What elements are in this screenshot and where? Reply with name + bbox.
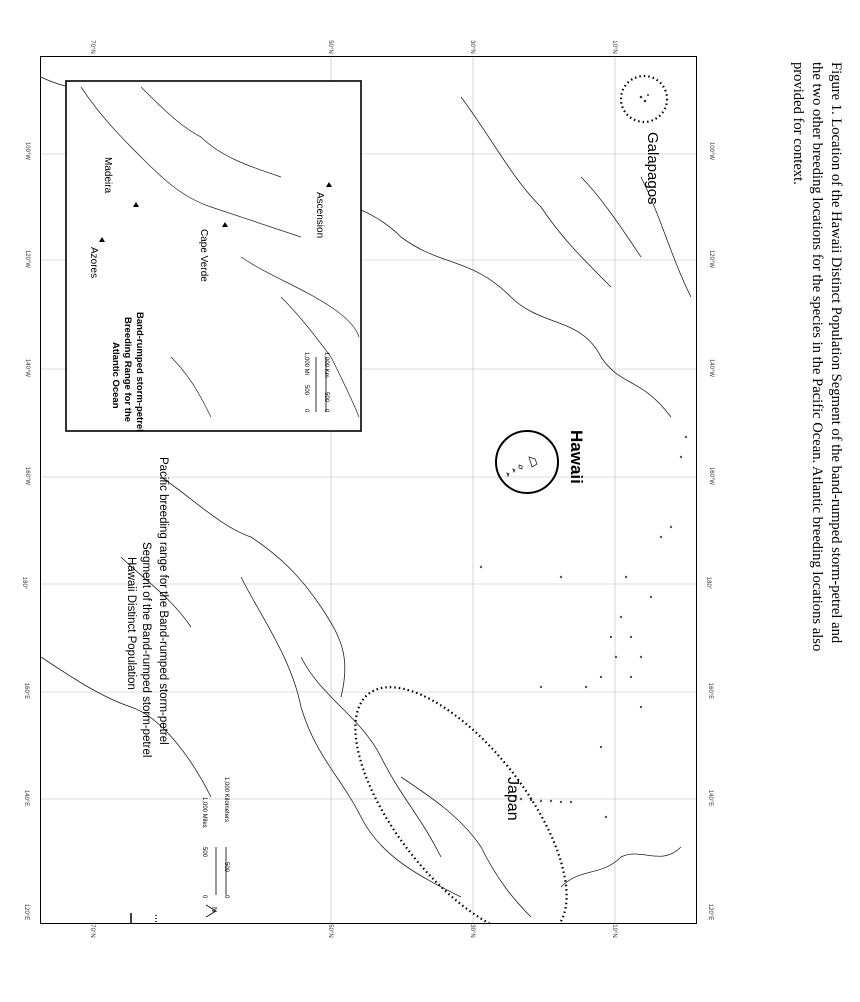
inset-scale-mi-0: 0 bbox=[303, 409, 309, 413]
inset-place-azores: Azores bbox=[88, 247, 99, 279]
legend-solid-line-label-2: Segment of the Band-rumped storm-petrel bbox=[140, 542, 152, 758]
hawaii-range-circle bbox=[496, 431, 558, 493]
caption-line-3: provided for context. bbox=[790, 62, 806, 185]
lon-tick-left: 100°W bbox=[24, 141, 31, 161]
inset-scale-mi-500: 500 bbox=[303, 385, 309, 396]
japan-label: Japan bbox=[504, 777, 521, 821]
legend-north-label: N bbox=[210, 907, 217, 913]
hawaii-label: Hawaii bbox=[567, 430, 586, 484]
lat-tick-top: 10°N bbox=[611, 40, 617, 54]
hawaii-islands bbox=[507, 457, 537, 476]
caption-line-1: Figure 1. Location of the Hawaii Distinct Population Segment of the band-rumped storm-petrel and bbox=[828, 62, 844, 644]
map-frame bbox=[40, 56, 697, 924]
lat-tick-top: 50°N bbox=[327, 40, 333, 54]
legend-scale-km-0: 0 bbox=[223, 895, 229, 899]
lon-tick-right: 140°E bbox=[707, 789, 714, 807]
lat-tick-bottom: 10°N bbox=[611, 924, 617, 938]
inset-title-line-3: Band-rumped storm-petrel bbox=[134, 312, 145, 432]
legend-scale-km: 1,000 Kilometers bbox=[223, 777, 229, 823]
caption-line-2: the two other breeding locations for the species in the Pacific Ocean. Atlantic breeding locations also bbox=[809, 62, 825, 652]
inset-place-ascension: Ascension bbox=[314, 192, 325, 239]
inset-title-line-2: Breeding Range for the bbox=[122, 317, 133, 423]
inset-place-madeira: Madeira bbox=[102, 157, 113, 194]
lon-tick-left: 140°E bbox=[23, 789, 30, 807]
lat-tick-bottom: 70°N bbox=[89, 924, 95, 938]
inset-scale-km-500: 500 bbox=[323, 392, 329, 403]
inset-place-cape-verde: Cape Verde bbox=[198, 229, 209, 282]
lon-tick-left: 140°W bbox=[24, 358, 31, 378]
legend-scale-miles: 1,000 Miles bbox=[201, 797, 207, 828]
lon-tick-right: 120°W bbox=[708, 249, 715, 269]
inset-scale-km-0: 0 bbox=[323, 409, 329, 413]
galapagos-label: Galapagos bbox=[644, 132, 661, 205]
inset-scale-mi: 1,000 Mi bbox=[303, 352, 309, 376]
lon-tick-right: 140°W bbox=[708, 358, 715, 378]
lon-tick-right: 120°E bbox=[707, 903, 714, 921]
legend-scale-km-500: 500 bbox=[223, 862, 229, 873]
legend-dotted-line-label: Pacific breeding range for the Band-rumped storm-petrel bbox=[157, 457, 169, 745]
inset-scale-km: 1,000 Km bbox=[323, 352, 329, 378]
lon-tick-left: 160°E bbox=[23, 682, 30, 700]
galapagos-range-circle bbox=[621, 76, 667, 122]
lon-tick-left: 120°E bbox=[23, 903, 30, 921]
lat-tick-top: 70°N bbox=[89, 40, 95, 54]
lon-tick-left: 120°W bbox=[24, 249, 31, 269]
lat-tick-bottom: 30°N bbox=[469, 924, 475, 938]
lon-tick-right: 160°E bbox=[707, 682, 714, 700]
lon-tick-right: 160°W bbox=[708, 466, 715, 486]
lon-tick-right: 100°W bbox=[708, 141, 715, 161]
figure-caption bbox=[788, 62, 845, 922]
japan-range-ellipse bbox=[317, 654, 604, 923]
lon-tick-left: 160°W bbox=[24, 466, 31, 486]
lon-tick-right: 180° bbox=[705, 576, 712, 590]
pacific-islands bbox=[480, 436, 687, 818]
inset-title-line-1: Atlantic Ocean bbox=[110, 342, 121, 409]
legend-scale-miles-0: 0 bbox=[201, 895, 207, 899]
galapagos-islands bbox=[640, 94, 649, 102]
map-graphics bbox=[41, 57, 696, 923]
lon-tick-left: 180° bbox=[21, 576, 28, 590]
lat-tick-bottom: 50°N bbox=[327, 924, 333, 938]
legend-scale-miles-500: 500 bbox=[201, 847, 207, 858]
lat-tick-top: 30°N bbox=[469, 40, 475, 54]
legend-solid-line-label-1: Hawaii Distinct Population bbox=[125, 557, 137, 690]
